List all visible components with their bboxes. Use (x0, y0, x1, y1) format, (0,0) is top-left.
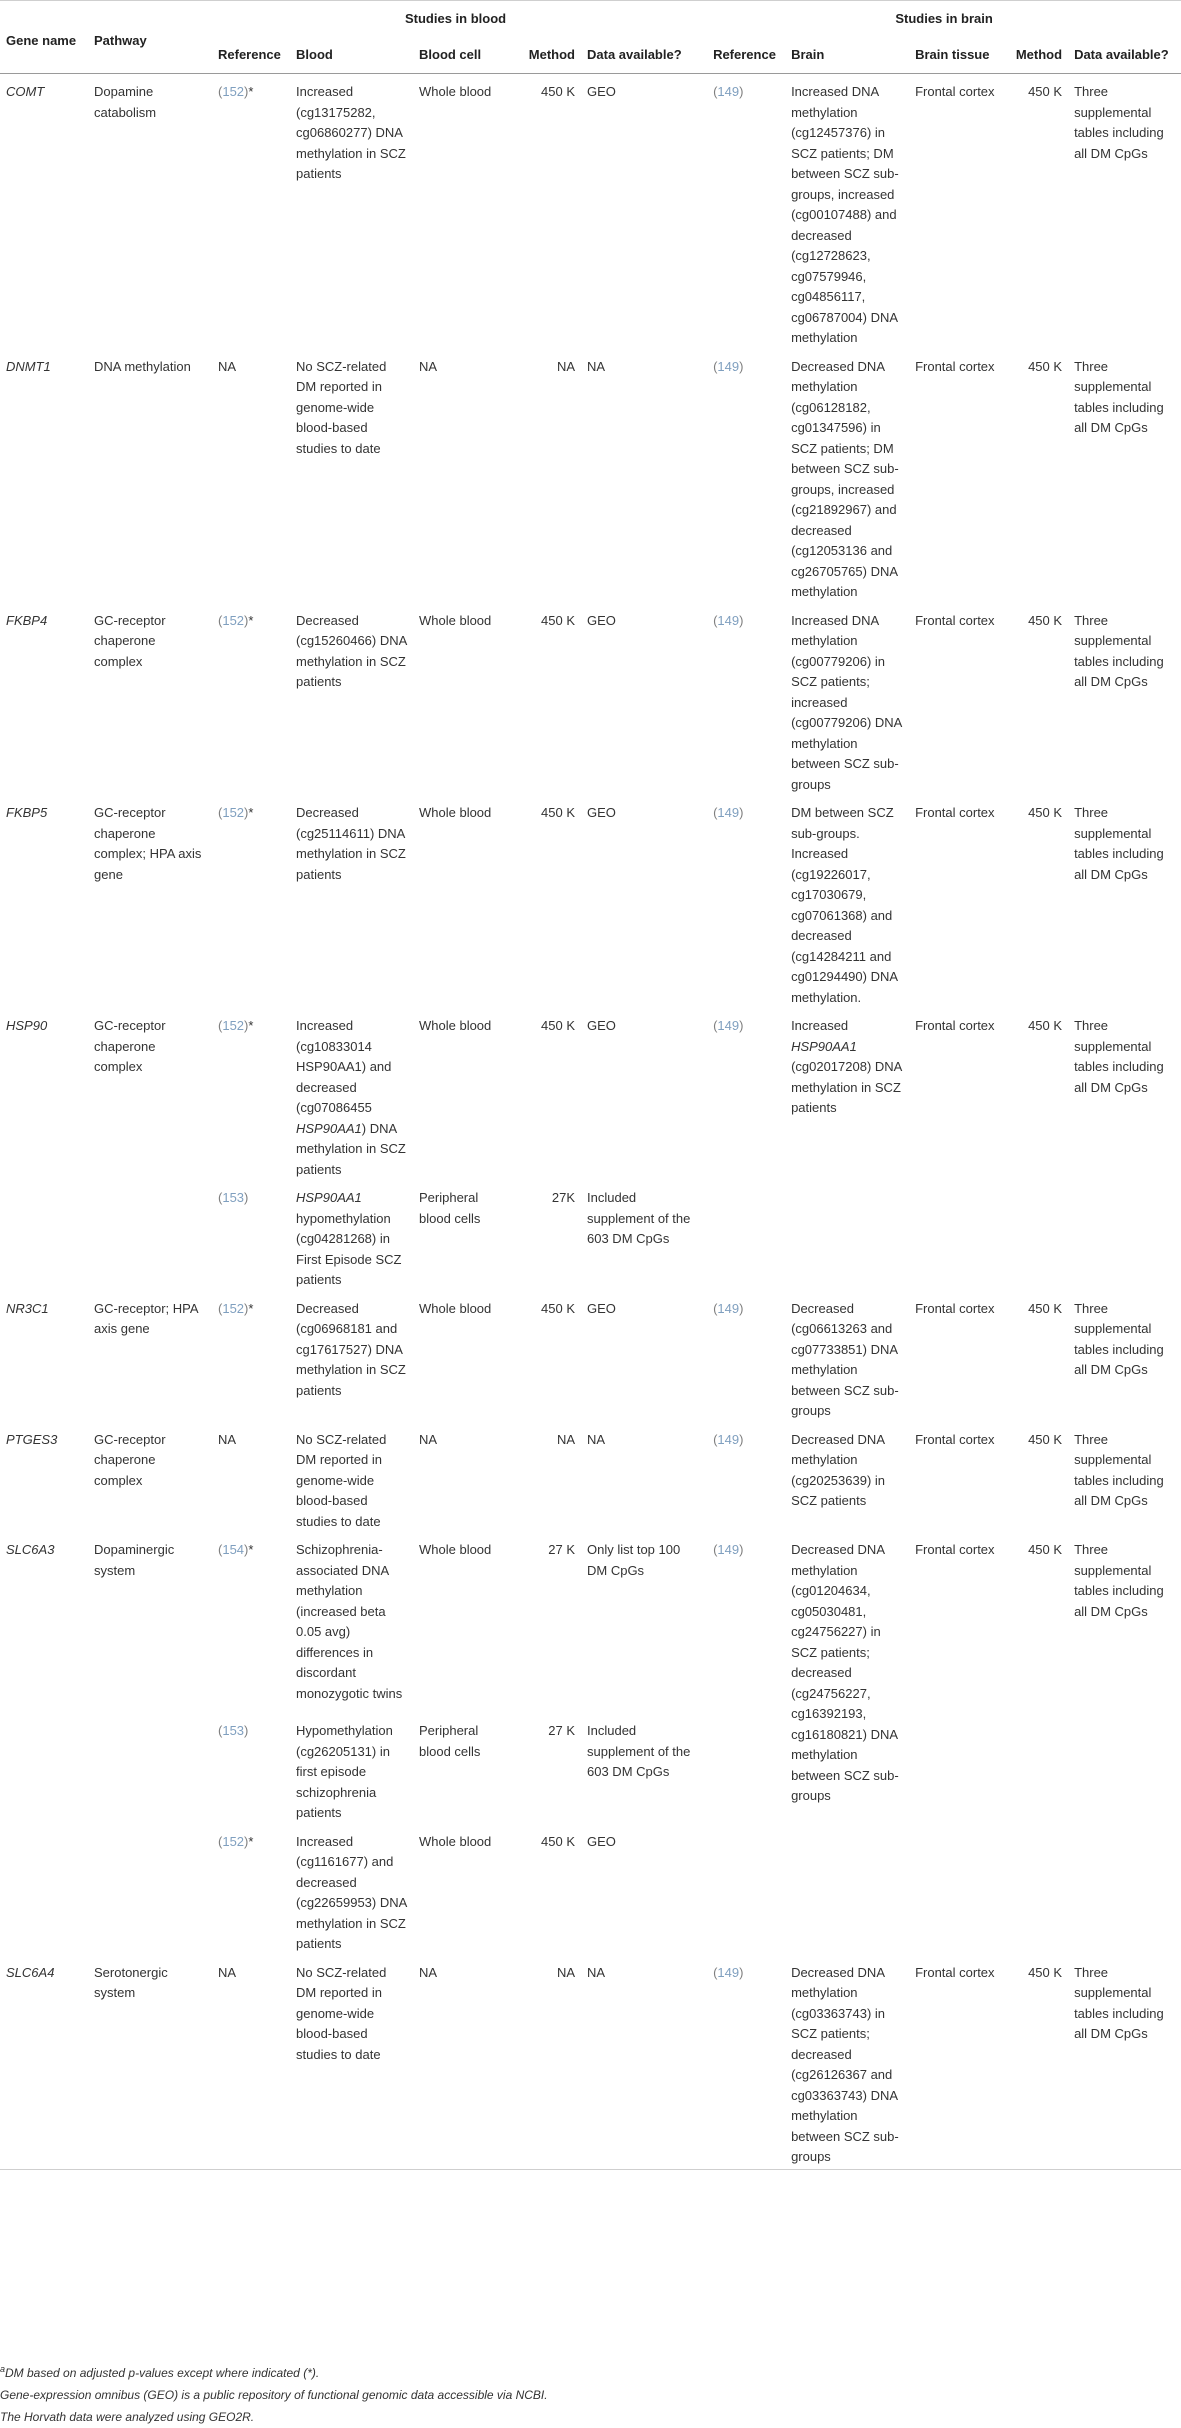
blood-reference: (154)* (218, 1542, 254, 1557)
col-blood-data: Data available? (581, 37, 699, 74)
reference-link[interactable]: 152 (222, 1833, 245, 1849)
blood-method: 450 K (541, 1833, 575, 1849)
brain-reference: (149) (713, 1431, 744, 1447)
group-studies-blood: Studies in blood (212, 1, 699, 38)
blood-cell: NA (419, 358, 438, 374)
brain-tissue: Frontal cortex (915, 1018, 995, 1033)
brain-tissue: Frontal cortex (915, 612, 995, 628)
blood-method: 27 K (548, 1723, 575, 1738)
brain-method: 450 K (1028, 1018, 1063, 1033)
brain-method: 450 K (1028, 1431, 1063, 1447)
brain-finding: Decreased DNA methylation (cg03363743) in SCZ patients; decreased (cg26126367 and cg03363743) DNA methylation between SCZ sub-groups (785, 1955, 909, 2170)
col-brain-method: Method (1004, 37, 1068, 74)
brain-finding: Increased DNA methylation (cg00779206) in SCZ patients; increased (cg00779206) DNA methylation between SCZ sub-groups (791, 612, 902, 792)
brain-tissue: Frontal cortex (915, 1300, 995, 1316)
reference-link[interactable]: 154 (222, 1542, 245, 1557)
brain-finding: Increased HSP90AA1 (cg02017208) DNA methylation in SCZ patients (791, 1018, 902, 1115)
brain-method: 450 K (1028, 358, 1063, 374)
blood-method: 450 K (541, 1018, 575, 1033)
brain-method: 450 K (1004, 1955, 1068, 2170)
table-footnotes (0, 2362, 1181, 2428)
gene-name: PTGES3 (6, 1431, 58, 1447)
pathway: DNA methylation (94, 358, 191, 374)
brain-data-available: Three supplemental tables including all DM CpGs (1068, 1955, 1181, 2170)
adjusted-pvalue-marker: * (248, 1542, 254, 1557)
blood-cell: Whole blood (419, 805, 492, 820)
brain-method: 450 K (1028, 1542, 1063, 1557)
group-studies-brain: Studies in brain (707, 1, 1181, 38)
reference-link[interactable]: 149 (717, 1300, 740, 1316)
pathway: GC-receptor chaperone complex (94, 1431, 166, 1488)
blood-reference: NA (218, 1431, 237, 1447)
blood-reference: (152)* (218, 1300, 254, 1316)
gene-name: SLC6A4 (0, 1955, 88, 2170)
blood-finding: Increased (cg1161677) and decreased (cg22659953) DNA methylation in SCZ patients (296, 1833, 407, 1951)
adjusted-pvalue-marker: * (248, 1018, 254, 1033)
blood-finding: Increased (cg10833014 HSP90AA1) and decreased (cg07086455 HSP90AA1) DNA methylation in SCZ patients (296, 1018, 406, 1177)
brain-tissue: Frontal cortex (909, 1955, 1004, 2170)
blood-reference: (152)* (218, 84, 254, 99)
reference-link[interactable]: 152 (222, 84, 245, 99)
blood-reference: NA (212, 1955, 290, 2170)
blood-finding: Hypomethylation (cg26205131) in first episode schizophrenia patients (296, 1723, 393, 1820)
gene-name: NR3C1 (6, 1300, 49, 1316)
blood-finding: No SCZ-related DM reported in genome-wide blood-based studies to date (296, 1431, 387, 1529)
blood-cell: Whole blood (419, 84, 492, 99)
table-row (0, 795, 1181, 1008)
brain-reference: (149) (713, 1300, 744, 1316)
brain-data-available: Three supplemental tables including all DM CpGs (1074, 1542, 1164, 1619)
brain-tissue: Frontal cortex (915, 805, 995, 820)
blood-reference: NA (218, 358, 237, 374)
blood-finding: No SCZ-related DM reported in genome-wide blood-based studies to date (290, 1955, 413, 2170)
blood-finding: No SCZ-related DM reported in genome-wide blood-based studies to date (296, 358, 387, 456)
brain-finding: Decreased DNA methylation (cg01204634, cg05030481, cg24756227) in SCZ patients; decreased (cg24756227, cg16392193, cg16180821) DNA methylation between SCZ sub-groups (791, 1542, 899, 1803)
brain-reference: (149) (707, 1955, 785, 2170)
blood-method: 27 K (548, 1542, 575, 1557)
brain-data-available: Three supplemental tables including all DM CpGs (1074, 612, 1164, 689)
col-brain-reference: Reference (707, 37, 785, 74)
blood-cell: Peripheral blood cells (419, 1190, 481, 1226)
reference-link[interactable]: 149 (717, 1964, 740, 1980)
reference-link[interactable]: 152 (222, 612, 245, 628)
blood-finding: Decreased (cg15260466) DNA methylation in SCZ patients (296, 612, 407, 689)
pathway: GC-receptor chaperone complex; HPA axis gene (94, 805, 202, 882)
adjusted-pvalue-marker: * (248, 805, 254, 820)
brain-finding: Decreased DNA methylation (cg20253639) in SCZ patients (791, 1431, 886, 1508)
brain-data-available: Three supplemental tables including all DM CpGs (1074, 1431, 1164, 1508)
gene-name: DNMT1 (6, 358, 51, 374)
blood-data-available: GEO (587, 612, 616, 628)
col-blood-method: Method (519, 37, 581, 74)
blood-method: 450 K (541, 805, 575, 820)
brain-data-available: Three supplemental tables including all DM CpGs (1074, 805, 1164, 882)
reference-link[interactable]: 152 (222, 805, 245, 820)
col-brain-data: Data available? (1068, 37, 1181, 74)
reference-link[interactable]: 149 (717, 1018, 740, 1033)
brain-reference: (149) (713, 805, 744, 820)
gene-name: COMT (6, 84, 45, 99)
adjusted-pvalue-marker: * (248, 1300, 254, 1316)
blood-cell: Whole blood (419, 1542, 492, 1557)
blood-reference: (152)* (218, 612, 254, 628)
blood-method: 450 K (541, 612, 575, 628)
table-row (0, 1291, 1181, 1422)
blood-reference: (152)* (218, 1018, 254, 1033)
brain-data-available: Three supplemental tables including all DM CpGs (1074, 1018, 1164, 1095)
table-row (0, 603, 1181, 796)
pathway: Dopamine catabolism (94, 84, 157, 120)
brain-finding: Decreased DNA methylation (cg06128182, cg01347596) in SCZ patients; DM between SCZ sub-groups, increased (cg21892967) and decreased (cg12053136 and cg26705765) DNA methylation (791, 358, 899, 599)
blood-data-available: GEO (587, 1300, 616, 1316)
col-gene-name: Gene name (0, 1, 88, 74)
brain-reference: (149) (713, 84, 744, 99)
table-row (0, 1532, 1181, 1713)
blood-finding: Increased (cg13175282, cg06860277) DNA methylation in SCZ patients (296, 84, 406, 181)
reference-link[interactable]: 149 (717, 358, 740, 374)
table-row (0, 1422, 1181, 1533)
col-blood-cell: Blood cell (413, 37, 519, 74)
col-blood-reference: Reference (212, 37, 290, 74)
blood-cell: Whole blood (419, 1833, 492, 1849)
brain-finding: Decreased (cg06613263 and cg07733851) DNA methylation between SCZ sub-groups (791, 1300, 899, 1418)
pathway: GC-receptor chaperone complex (94, 1018, 166, 1074)
brain-reference: (149) (713, 1542, 744, 1557)
blood-data-available: Included supplement of the 603 DM CpGs (587, 1723, 691, 1779)
footnote-horvath: The Horvath data were analyzed using GEO2R. (0, 2410, 255, 2424)
reference-link[interactable]: 153 (222, 1190, 245, 1205)
brain-tissue: Frontal cortex (915, 84, 995, 99)
blood-cell: Whole blood (419, 1018, 492, 1033)
gene-name: SLC6A3 (6, 1542, 55, 1557)
blood-method: NA (519, 1955, 581, 2170)
blood-reference: (153) (218, 1190, 249, 1205)
blood-data-available: GEO (587, 1018, 616, 1033)
brain-tissue: Frontal cortex (915, 1542, 995, 1557)
gene-symbol: HSP90AA1 (296, 1190, 362, 1205)
blood-finding: Decreased (cg06968181 and cg17617527) DNA methylation in SCZ patients (296, 1300, 406, 1398)
brain-data-available: Three supplemental tables including all DM CpGs (1074, 358, 1164, 435)
brain-method: 450 K (1028, 612, 1063, 628)
gene-name: FKBP5 (6, 805, 48, 820)
reference-link[interactable]: 149 (717, 805, 740, 820)
gene-symbol: HSP90AA1 (791, 1038, 857, 1054)
blood-cell: Whole blood (419, 612, 492, 628)
adjusted-pvalue-marker: * (248, 1833, 254, 1849)
reference-link[interactable]: 149 (717, 84, 740, 99)
adjusted-pvalue-marker: * (248, 612, 254, 628)
table-row (0, 1955, 1181, 2170)
pathway: Serotonergic system (88, 1955, 212, 2170)
footnote-geo: Gene-expression omnibus (GEO) is a public repository of functional genomic data accessible via NCBI. (0, 2388, 548, 2402)
brain-data-available: Three supplemental tables including all DM CpGs (1074, 84, 1164, 161)
gene-symbol: HSP90AA1 (296, 1120, 362, 1136)
col-pathway: Pathway (88, 1, 212, 74)
brain-method: 450 K (1028, 84, 1063, 99)
table-row (0, 349, 1181, 603)
brain-method: 450 K (1028, 1300, 1063, 1316)
blood-reference: (152)* (218, 1833, 254, 1849)
blood-data-available: Included supplement of the 603 DM CpGs (587, 1190, 691, 1246)
blood-reference: (153) (218, 1723, 249, 1738)
blood-cell: NA (413, 1955, 519, 2170)
blood-data-available: NA (581, 1955, 699, 2170)
blood-data-available: GEO (587, 84, 616, 99)
brain-reference: (149) (713, 358, 744, 374)
adjusted-pvalue-marker: * (248, 84, 254, 99)
col-brain-tissue: Brain tissue (909, 37, 1004, 74)
blood-data-available: GEO (587, 1833, 616, 1849)
footnote-a: $^a$DM based on adjusted p-values except where indicated (*). (0, 2364, 320, 2380)
blood-finding: Schizophrenia-associated DNA methylation (increased beta 0.05 avg) differences in discordant monozygotic twins (296, 1542, 403, 1701)
table-row (0, 74, 1181, 349)
brain-reference: (149) (713, 612, 744, 628)
brain-finding: DM between SCZ sub-groups. Increased (cg19226017, cg17030679, cg07061368) and decreased (cg14284211 and cg01294490) DNA methylation. (791, 805, 898, 1005)
gene-name: HSP90 (6, 1018, 48, 1033)
reference-link[interactable]: 149 (717, 1431, 740, 1447)
brain-method: 450 K (1028, 805, 1063, 820)
blood-data-available: Only list top 100 DM CpGs (587, 1542, 681, 1578)
reference-link[interactable]: 152 (222, 1018, 245, 1033)
pathway: GC-receptor; HPA axis gene (94, 1300, 198, 1336)
blood-cell: Whole blood (419, 1300, 492, 1316)
blood-method: 450 K (541, 84, 575, 99)
blood-method: NA (556, 1431, 575, 1447)
gene-name: FKBP4 (6, 612, 48, 628)
brain-tissue: Frontal cortex (915, 1431, 995, 1447)
brain-data-available: Three supplemental tables including all DM CpGs (1074, 1300, 1164, 1377)
blood-data-available: NA (587, 358, 606, 374)
brain-reference: (149) (713, 1018, 744, 1033)
col-brain: Brain (785, 37, 909, 74)
table-row (0, 1008, 1181, 1180)
blood-cell: Peripheral blood cells (419, 1723, 481, 1759)
brain-finding: Increased DNA methylation (cg12457376) in SCZ patients; DM between SCZ sub-groups, increased (cg00107488) and decreased (cg12728623, cg07579946, cg04856117, cg06787004) DNA methylation (791, 84, 899, 345)
blood-finding: Decreased (cg25114611) DNA methylation in SCZ patients (296, 805, 406, 882)
reference-link[interactable]: 152 (222, 1300, 245, 1316)
pathway: GC-receptor chaperone complex (94, 612, 166, 669)
brain-tissue: Frontal cortex (915, 358, 995, 374)
blood-data-available: GEO (587, 805, 616, 820)
blood-finding: HSP90AA1 hypomethylation (cg04281268) in First Episode SCZ patients (296, 1190, 402, 1287)
col-blood: Blood (290, 37, 413, 74)
blood-method: 27K (551, 1190, 575, 1205)
pathway: Dopaminergic system (94, 1542, 175, 1578)
blood-data-available: NA (587, 1431, 606, 1447)
reference-link[interactable]: 153 (222, 1723, 245, 1738)
blood-cell: NA (419, 1431, 438, 1447)
blood-method: 450 K (541, 1300, 575, 1316)
blood-reference: (152)* (218, 805, 254, 820)
reference-link[interactable]: 149 (717, 612, 740, 628)
reference-link[interactable]: 149 (717, 1542, 740, 1557)
blood-method: NA (556, 358, 575, 374)
